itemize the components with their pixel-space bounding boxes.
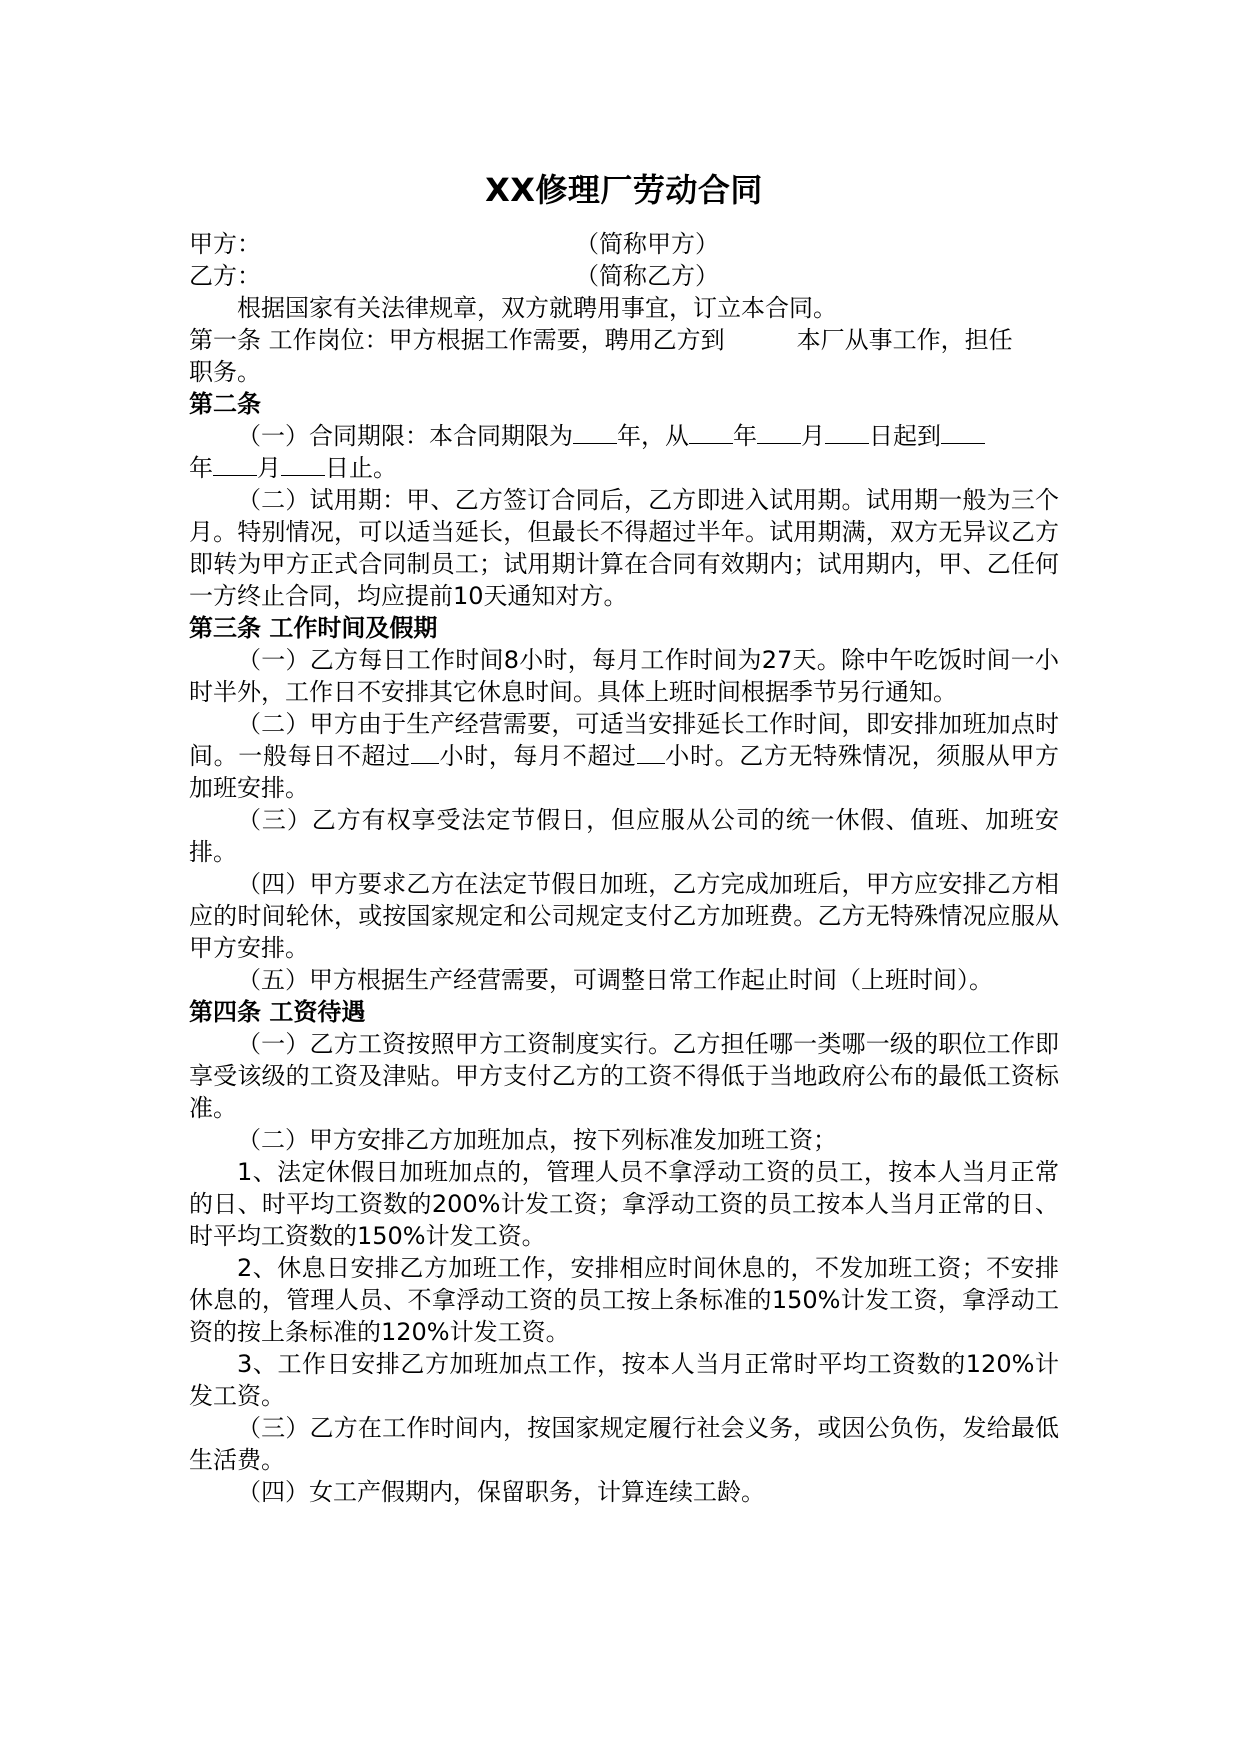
contract-body <box>189 170 1059 1508</box>
overtime-text-1: （二）甲方由于生产经营需要，可适当安排延长工作时间，即安排加班加点时间。一般每日不超过 <box>189 710 1059 770</box>
term-text-8: 日止。 <box>325 454 397 482</box>
term-text-6: 年 <box>189 454 213 482</box>
article3-item-2 <box>189 708 1059 804</box>
article1-line2: 职务。 <box>189 358 261 386</box>
article3-heading: 第三条 工作时间及假期 <box>189 614 438 642</box>
article2-probation-paragraph: （二）试用期：甲、乙方签订合同后，乙方即进入试用期。试用期一般为三个月。特别情况，可以适当延长，但最长不得超过半年。试用期满，双方无异议乙方即转为甲方正式合同制员工；试用期计算在合同有效期内；试用期内，甲、乙任何一方终止合同，均应提前10天通知对方。 <box>189 486 1059 610</box>
intro-paragraph: 根据国家有关法律规章，双方就聘用事宜，订立本合同。 <box>237 294 837 322</box>
overtime-text-3: 小时。乙方无特殊情况，须服从甲方加班安排。 <box>189 742 1060 802</box>
end-day-blank <box>281 453 325 476</box>
end-month-blank <box>213 453 257 476</box>
party-b-abbr: （简称乙方） <box>575 262 719 290</box>
party-a-label: 甲方： <box>189 230 261 258</box>
article4-heading: 第四条 工资待遇 <box>189 998 366 1026</box>
start-day-blank <box>825 421 869 444</box>
party-b-row <box>189 260 1059 292</box>
page-title: XX修理厂劳动合同 <box>485 171 763 209</box>
term-text-4: 月 <box>801 422 825 450</box>
party-b-label: 乙方： <box>189 262 261 290</box>
article3-item-4: （四）甲方要求乙方在法定节假日加班，乙方完成加班后，甲方应安排乙方相应的时间轮休，或按国家规定和公司规定支付乙方加班费。乙方无特殊情况应服从甲方安排。 <box>189 870 1059 962</box>
term-text-1: （一）合同期限：本合同期限为 <box>237 422 573 450</box>
party-a-abbr: （简称甲方） <box>575 230 719 258</box>
article2-term-paragraph <box>189 420 1059 484</box>
overtime-text-2: 小时，每月不超过 <box>438 742 637 770</box>
term-text-5: 日起到 <box>869 422 941 450</box>
article4-item-3: （三）乙方在工作时间内，按国家规定履行社会义务，或因公负伤，发给最低生活费。 <box>189 1414 1059 1474</box>
term-text-2: 年，从 <box>617 422 689 450</box>
article1-prefix: 第一条 工作岗位：甲方根据工作需要，聘用乙方到 <box>189 326 725 354</box>
term-years-blank <box>573 421 617 444</box>
article3-item-5: （五）甲方根据生产经营需要，可调整日常工作起止时间（上班时间）。 <box>237 966 993 994</box>
article2-heading: 第二条 <box>189 390 261 418</box>
article3-item-1: （一）乙方每日工作时间8小时，每月工作时间为27天。除中午吃饭时间一小时半外，工作日不安排其它休息时间。具体上班时间根据季节另行通知。 <box>189 646 1059 706</box>
end-year-blank <box>941 421 985 444</box>
monthly-hours-blank <box>637 741 665 764</box>
article4-item-2: （二）甲方安排乙方加班加点，按下列标准发加班工资； <box>237 1126 837 1154</box>
article4-item-2-3: 3、工作日安排乙方加班加点工作，按本人当月正常时平均工资数的120%计发工资。 <box>189 1350 1059 1410</box>
article4-item-4: （四）女工产假期内，保留职务，计算连续工龄。 <box>237 1478 765 1506</box>
article1-paragraph <box>189 324 1059 388</box>
article4-item-1: （一）乙方工资按照甲方工资制度实行。乙方担任哪一类哪一级的职位工作即享受该级的工资及津贴。甲方支付乙方的工资不得低于当地政府公布的最低工资标准。 <box>189 1030 1059 1122</box>
daily-hours-blank <box>411 741 439 764</box>
start-month-blank <box>757 421 801 444</box>
start-year-blank <box>689 421 733 444</box>
article3-item-3: （三）乙方有权享受法定节假日，但应服从公司的统一休假、值班、加班安排。 <box>189 806 1059 866</box>
party-a-row <box>189 228 1059 260</box>
term-text-7: 月 <box>257 454 281 482</box>
article1-suffix: 本厂从事工作，担任 <box>796 326 1013 354</box>
article4-item-2-1: 1、法定休假日加班加点的，管理人员不拿浮动工资的员工，按本人当月正常的日、时平均工资数的200%计发工资；拿浮动工资的员工按本人当月正常的日、时平均工资数的150%计发工资。 <box>189 1158 1059 1250</box>
term-text-3: 年 <box>733 422 757 450</box>
article4-item-2-2: 2、休息日安排乙方加班工作，安排相应时间休息的，不发加班工资；不安排休息的，管理人员、不拿浮动工资的员工按上条标准的150%计发工资，拿浮动工资的按上条标准的120%计发工资。 <box>189 1254 1059 1346</box>
